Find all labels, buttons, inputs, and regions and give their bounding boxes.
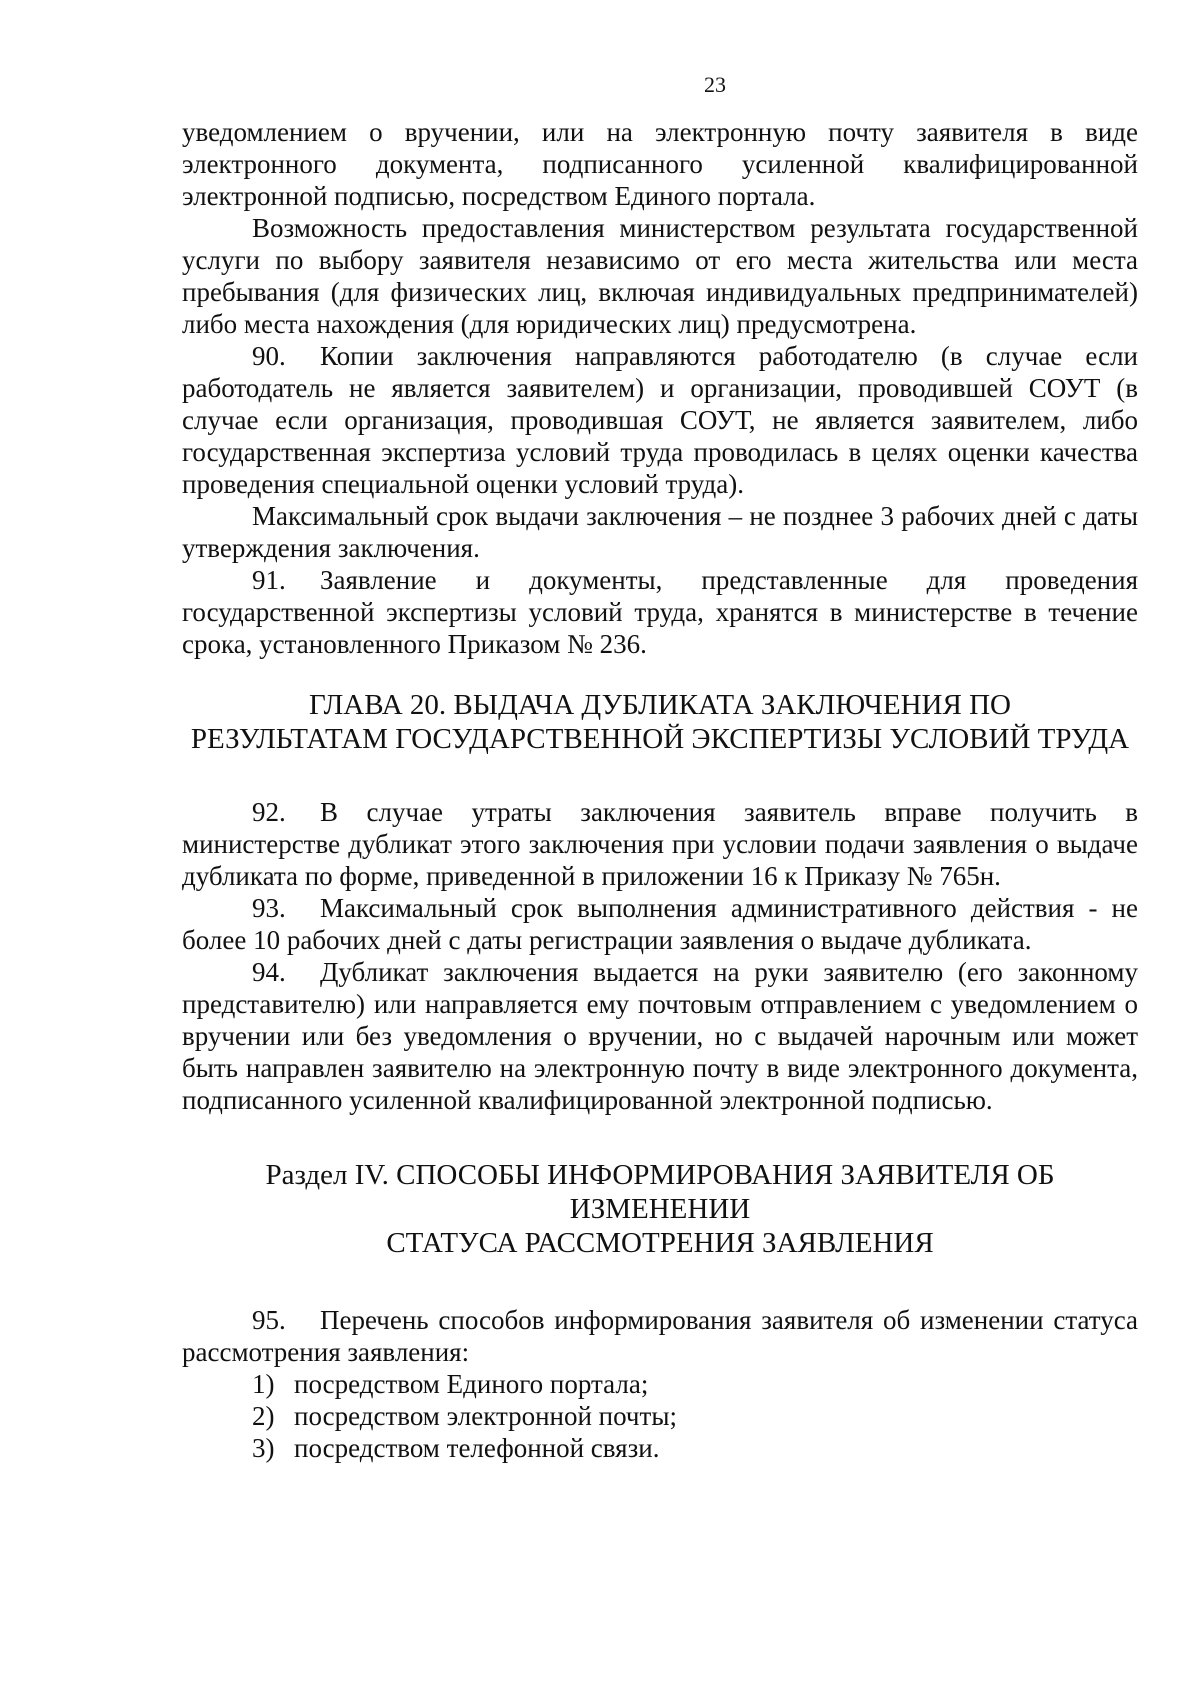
paragraph-91 (182, 564, 1138, 660)
heading-line: Раздел IV. СПОСОБЫ ИНФОРМИРОВАНИЯ ЗАЯВИТЕЛЯ ОБ ИЗМЕНЕНИИ (265, 1159, 1055, 1225)
paragraph-text: Дубликат заключения выдается на руки заявителю (его законному представителю) или направляется ему почтовым отправлением с уведомлением о вручении или без уведомления о вручении, но с выдачей нарочным или может быть направлен заявителю на электронную почту в виде электронного документа, подписанного усиленной квалифицированной электронной подписью. (182, 957, 1138, 1115)
paragraph-number: 91. (252, 565, 286, 595)
paragraph-90 (182, 340, 1138, 500)
paragraph-continuation: уведомлением о вручении, или на электронную почту заявителя в виде электронного документа, подписанного усиленной квалифицированной электронной подписью, посредством Единого портала. (182, 117, 1138, 211)
heading-line: ГЛАВА 20. ВЫДАЧА ДУБЛИКАТА ЗАКЛЮЧЕНИЯ ПО (309, 689, 1011, 721)
list-marker: 2) (252, 1401, 275, 1431)
list-item-text: посредством телефонной связи. (294, 1433, 660, 1463)
paragraph-number: 93. (252, 893, 286, 923)
list-item-text: посредством электронной почты; (294, 1401, 677, 1431)
list-item-text: посредством Единого портала; (294, 1369, 649, 1399)
paragraph-text: Копии заключения направляются работодателю (в случае если работодатель не является заявителем) и организации, проводившей СОУТ (в случае если организация, проводившая СОУТ, не является заявителем, либо государственная экспертиза условий труда проводилась в целях оценки качества проведения специальной оценки условий труда). (182, 341, 1138, 499)
paragraph-number: 90. (252, 341, 286, 371)
paragraph-result-provision: Возможность предоставления министерством результата государственной услуги по выбору заявителя независимо от его места жительства или места пребывания (для физических лиц, включая индивидуальных предпринимателей) либо места нахождения (для юридических лиц) предусмотрена. (182, 213, 1138, 339)
list-item (182, 1368, 1138, 1400)
paragraph-text: В случае утраты заключения заявитель вправе получить в министерстве дубликат этого заключения при условии подачи заявления о выдаче дубликата по форме, приведенной в приложении 16 к Приказу № 765н. (182, 797, 1138, 891)
informing-methods-list (182, 1368, 1138, 1464)
paragraph-92 (182, 796, 1138, 892)
section-iv-heading (182, 1158, 1138, 1260)
paragraph-93 (182, 892, 1138, 956)
paragraph-94 (182, 956, 1138, 1116)
list-item (182, 1432, 1138, 1464)
list-item (182, 1400, 1138, 1432)
paragraph-number: 94. (252, 957, 286, 987)
heading-line: РЕЗУЛЬТАТАМ ГОСУДАРСТВЕННОЙ ЭКСПЕРТИЗЫ УСЛОВИЙ ТРУДА (190, 723, 1130, 755)
paragraph-number: 92. (252, 797, 286, 827)
chapter-20-heading (182, 688, 1138, 756)
page-number: 23 (704, 72, 726, 97)
paragraph-text: Заявление и документы, представленные для проведения государственной экспертизы условий труда, хранятся в министерстве в течение срока, установленного Приказом № 236. (182, 565, 1138, 659)
paragraph-text: Максимальный срок выполнения административного действия - не более 10 рабочих дней с даты регистрации заявления о выдаче дубликата. (182, 893, 1138, 955)
paragraph-95 (182, 1304, 1138, 1368)
paragraph-number: 95. (252, 1305, 286, 1335)
list-marker: 3) (252, 1433, 275, 1463)
heading-line: СТАТУСА РАССМОТРЕНИЯ ЗАЯВЛЕНИЯ (386, 1227, 934, 1259)
paragraph-max-term: Максимальный срок выдачи заключения – не позднее 3 рабочих дней с даты утверждения заключения. (182, 501, 1138, 563)
paragraph-text: Перечень способов информирования заявителя об изменении статуса рассмотрения заявления: (182, 1305, 1138, 1367)
list-marker: 1) (252, 1369, 275, 1399)
